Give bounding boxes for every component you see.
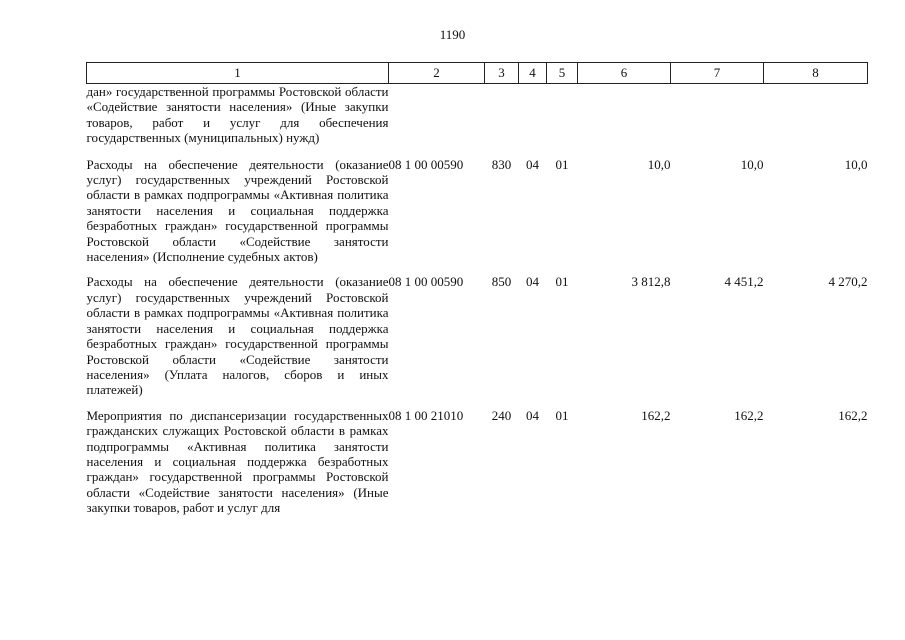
header-col-8: 8 — [764, 63, 868, 84]
row-pr: 01 — [555, 274, 569, 290]
row-vr: 850 — [491, 274, 512, 290]
row-vr: 830 — [491, 156, 512, 172]
table-row-continuation — [87, 84, 868, 157]
row-csr: 08 1 00 00590 — [388, 274, 464, 290]
header-col-3: 3 — [485, 63, 519, 84]
row-year3: 4 270,2 — [828, 274, 868, 290]
row-rz: 04 — [526, 156, 539, 172]
row-year2: 10,0 — [740, 156, 764, 172]
header-col-7: 7 — [671, 63, 764, 84]
row-csr: 08 1 00 00590 — [388, 156, 464, 172]
row-year3: 10,0 — [844, 156, 868, 172]
table-row — [87, 274, 868, 407]
table-row — [87, 408, 868, 526]
row-csr: 08 1 00 21010 — [388, 407, 464, 423]
continuation-text: дан» государственной программы Ростовской области «Содействие занятости населения» (Иные закупки товаров, работ и услуг для обеспечения государственных (муниципальных) нужд) — [86, 84, 389, 146]
row-year2: 4 451,2 — [724, 274, 764, 290]
row-pr: 01 — [555, 156, 569, 172]
row-year1: 10,0 — [647, 156, 671, 172]
row-year1: 3 812,8 — [631, 274, 671, 290]
row-year3: 162,2 — [838, 407, 868, 423]
budget-table — [86, 62, 868, 526]
row-vr: 240 — [491, 407, 512, 423]
table-row — [87, 157, 868, 275]
page-number: 1190 — [439, 27, 466, 42]
header-col-1: 1 — [87, 63, 389, 84]
header-col-2: 2 — [389, 63, 485, 84]
row-year2: 162,2 — [734, 407, 764, 423]
row-name: Расходы на обеспечение деятельности (оказание услуг) государственных учреждений Ростовской области в рамках подпрограммы «Активная политика занятости населения и социальная поддержка безработных граждан» государственной программы Ростовской области «Содействие занятости населения» (Уплата налогов, сборов и иных платежей) — [86, 274, 389, 398]
row-name: Мероприятия по диспансеризации государственных гражданских служащих Ростовской области в рамках подпрограммы «Активная политика занятости населения и социальная поддержка безработных граждан» государственной программы Ростовской области «Содействие занятости населения» (Иные закупки товаров, работ и услуг для — [86, 407, 389, 516]
row-rz: 04 — [526, 274, 539, 290]
row-name: Расходы на обеспечение деятельности (оказание услуг) государственных учреждений Ростовской области в рамках подпрограммы «Активная политика занятости населения и социальная поддержка безработных граждан» государственной программы Ростовской области «Содействие занятости населения» (Исполнение судебных актов) — [86, 156, 389, 265]
row-year1: 162,2 — [641, 407, 671, 423]
row-rz: 04 — [526, 407, 539, 423]
header-col-5: 5 — [547, 63, 578, 84]
header-col-6: 6 — [578, 63, 671, 84]
header-col-4: 4 — [519, 63, 547, 84]
row-pr: 01 — [555, 407, 569, 423]
table-header-row — [87, 63, 868, 84]
